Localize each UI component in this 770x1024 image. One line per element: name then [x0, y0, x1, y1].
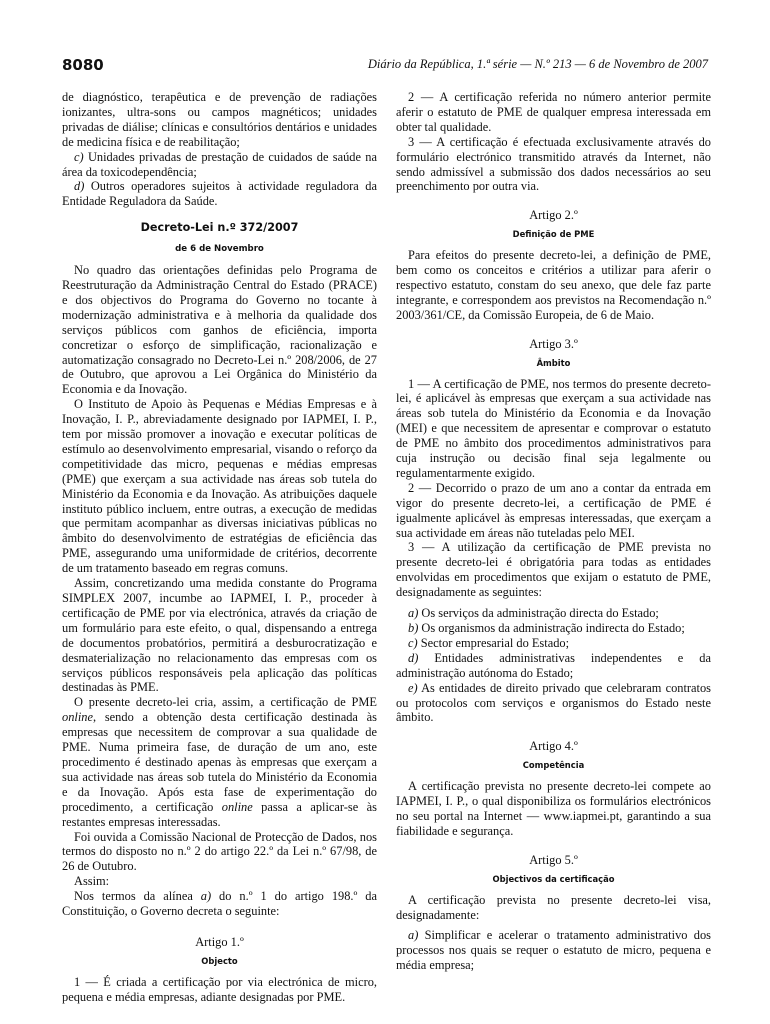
paragraph: No quadro das orientações definidas pelo Programa de Reestruturação da Administração Central do Estado (PRACE) e dos objectivos do Programa do Governo no tocante à modernização administrativa e à melhoria da qualidade dos serviços públicos com ganhos de eficiência, importa concretizar o esforço de simplificação, racionalização e automatização consagrado no Decreto-Lei n.º 208/2006, de 27 de Outubro, que aprovou a Lei Orgânica do Ministério da Economia e da Inovação. [62, 263, 377, 397]
article-heading: Artigo 2.º [529, 208, 578, 223]
article-heading: Artigo 3.º [529, 336, 578, 351]
left-column [62, 90, 377, 1005]
paragraph: A certificação prevista no presente decreto-lei visa, designadamente: [396, 892, 711, 922]
list-item [396, 928, 711, 973]
paragraph: 1 — É criada a certificação por via electrónica de micro, pequena e média empresas, adiante designadas por PME. [62, 974, 377, 1004]
item-text: Sector empresarial do Estado; [417, 635, 570, 650]
decree-date: de 6 de Novembro [175, 244, 264, 255]
page-number: 8080 [62, 56, 104, 74]
paragraph: 2 — A certificação referida no número anterior permite aferir o estatuto de PME de qualquer empresa interessada em obter tal qualidade. [396, 90, 711, 134]
item-text: Unidades privadas de prestação de cuidados de saúde na área da toxicodependência; [62, 149, 377, 179]
article-heading: Artigo 4.º [529, 739, 578, 754]
decree-title: Decreto-Lei n.º 372/2007 [140, 221, 299, 235]
article-subtitle: Objecto [201, 955, 238, 966]
paragraph: 2 — Decorrido o prazo de um ano a contar da entrada em vigor do presente decreto-lei, a certificação de PME é igualmente aplicável às empresas interessadas, que exerçam a sua actividade em áreas não tuteladas pelo MEI. [396, 480, 711, 540]
item-label: a) [408, 928, 419, 943]
article-heading: Artigo 1.º [195, 934, 244, 949]
item-text: Outros operadores sujeitos à actividade reguladora da Entidade Reguladora da Saúde. [62, 179, 377, 209]
text-run: , sendo a obtenção desta certificação destinada às empresas que necessitem de comprovar a sua qualidade de PME. Numa primeira fase, de duração de um ano, este procedimento é destinado apenas às empresas que exerçam a sua actividade nas áreas sob tutela do Ministério da Economia e da Inovação. Após esta fase de experimentação do procedimento, a certificação [62, 710, 377, 814]
list-item [396, 621, 711, 636]
item-label: e) [408, 680, 418, 695]
text-run: passa a aplicar-se às restantes empresas interessadas. [62, 799, 377, 829]
text-run: do n.º 1 do artigo 198.º da Constituição, o Governo decreta o seguinte: [62, 889, 378, 919]
list-item [62, 150, 377, 180]
item-label: b) [408, 621, 419, 635]
list-item [396, 651, 711, 681]
paragraph: de diagnóstico, terapêutica e de prevenção de radiações ionizantes, ultra-sons ou campos magnéticos; unidades privadas de diálise; clínicas e consultórios dentários e unidades de medicina física e de reabilitação; [62, 90, 377, 149]
item-text: Simplificar e acelerar o tratamento administrativo dos processos nos quais se requer o estatuto de micro, pequena e média empresa; [396, 928, 711, 973]
article-subtitle: Âmbito [536, 357, 571, 368]
text-run-italic: online [221, 799, 253, 814]
item-text: As entidades de direito privado que celebraram contratos ou protocolos com serviços e organismos do Estado neste âmbito. [396, 680, 711, 725]
item-text: Entidades administrativas independentes e da administração autónoma do Estado; [396, 650, 711, 680]
item-label: c) [408, 635, 418, 650]
list-item [396, 681, 711, 726]
item-label: c) [74, 149, 84, 164]
text-run: Nos termos da alínea [74, 889, 201, 904]
list-item [62, 179, 377, 209]
article-subtitle: Competência [522, 760, 585, 771]
paragraph: Assim, concretizando uma medida constante do Programa SIMPLEX 2007, incumbe ao IAPMEI, I. P., proceder à certificação de PME por via electrónica, através da criação de um formulário para este efeito, o qual, dispensando a entrega de documentos probatórios, permitirá a desburocratização e desmaterialização no relacionamento das empresas com os serviços públicos responsáveis pela aplicação das políticas destinadas às PME. [62, 576, 377, 695]
item-list [396, 606, 711, 725]
paragraph: 1 — A certificação de PME, nos termos do presente decreto-lei, é aplicável às empresas que exerçam a sua actividade nas áreas sob tutela do Ministério da Economia e da Inovação (MEI) e que necessitem de apresentar e comprovar o estatuto de PME no âmbito dos procedimentos administrativos para cuja instrução ou decisão final seja legalmente ou regulamentarmente exigido. [396, 376, 711, 480]
paragraph: Assim: [74, 874, 110, 889]
article-heading: Artigo 5.º [529, 852, 578, 867]
item-text: Os serviços da administração directa do Estado; [418, 606, 659, 621]
item-text: Os organismos da administração indirecta do Estado; [418, 621, 685, 635]
text-run: O presente decreto-lei cria, assim, a certificação de PME [74, 695, 377, 710]
paragraph: 3 — A utilização da certificação de PME prevista no presente decreto-lei é obrigatória para todas as entidades envolvidas em procedimentos que exijam o estatuto de PME, designadamente as seguintes: [396, 540, 711, 600]
paragraph [62, 889, 377, 919]
paragraph [62, 695, 377, 829]
right-column [396, 90, 711, 973]
item-label: d) [74, 179, 85, 194]
paragraph: 3 — A certificação é efectuada exclusivamente através do formulário electrónico transmitido através da Internet, não sendo admissível a submissão dos dados necessários ao seu preenchimento por outra via. [396, 134, 711, 194]
article-subtitle: Objectivos da certificação [492, 873, 615, 884]
item-label: d) [408, 650, 419, 665]
article-subtitle: Definição de PME [512, 229, 595, 240]
paragraph: O Instituto de Apoio às Pequenas e Médias Empresas e à Inovação, I. P., abreviadamente designado por IAPMEI, I. P., tem por missão promover a inovação e executar políticas de estímulo ao desenvolvimento empresarial, visando o reforço da competitividade das micro, pequenas e médias empresas (PME) que exerçam a sua actividade nas áreas sob tutela do Ministério da Economia e da Inovação. As atribuições daquele instituto público incluem, entre outras, a execução de medidas que permitam acompanhar as diversas iniciativas públicas no âmbito do desenvolvimento de estratégias de eficiência das PME, assegurando uma uniformidade de critérios, decorrente de um tratamento baseado em regras comuns. [62, 397, 377, 576]
paragraph: A certificação prevista no presente decreto-lei compete ao IAPMEI, I. P., o qual disponibiliza os formulários electrónicos no seu portal na Internet — www.iapmei.pt, garantindo a sua fiabilidade e segurança. [396, 779, 711, 838]
text-run-italic: online [62, 710, 93, 725]
paragraph: Foi ouvida a Comissão Nacional de Protecção de Dados, nos termos do disposto no n.º 2 do artigo 22.º da Lei n.º 67/98, de 26 de Outubro. [62, 829, 377, 874]
list-item [396, 606, 711, 621]
paragraph: Para efeitos do presente decreto-lei, a definição de PME, bem como os conceitos e critérios a utilizar para aferir o respectivo estatuto, constam do seu anexo, que dele faz parte integrante, e correspondem aos previstos na Recomendação n.º 2003/361/CE, da Comissão Europeia, de 6 de Maio. [396, 248, 711, 322]
list-item [396, 636, 711, 651]
text-run-italic: a) [200, 889, 212, 904]
item-label: a) [408, 606, 419, 621]
journal-header: Diário da República, 1.ª série — N.º 213 — 6 de Novembro de 2007 [367, 57, 708, 71]
